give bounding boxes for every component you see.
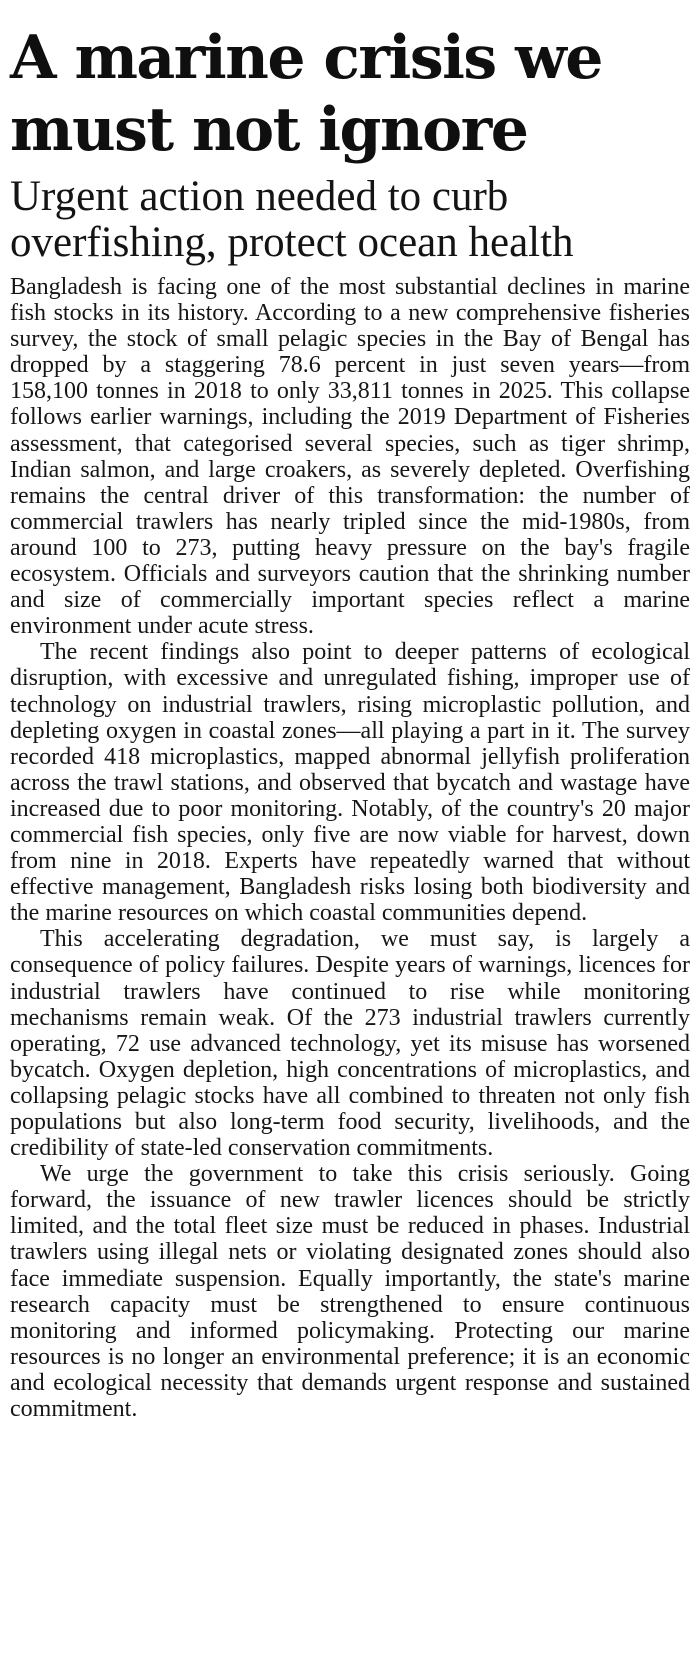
subheadline: Urgent action needed to curb overfishing, protect ocean health (10, 173, 574, 266)
paragraph-3: This accelerating degradation, we must say, is largely a consequence of policy failures. Despite years of warnings, licences for industrial trawlers have continued to rise while monitoring mechanisms remain weak. Of the 273 industrial trawlers currently operating, 72 use advanced technology, yet its misuse has worsened bycatch. Oxygen depletion, high concentrations of microplastics, and collapsing pelagic stocks have all combined to threaten not only fish populations but also long-term food security, livelihoods, and the credibility of state-led conservation commitments. (10, 926, 690, 1162)
paragraph-1: Bangladesh is facing one of the most substantial declines in marine fish stocks in its history. According to a new comprehensive fisheries survey, the stock of small pelagic species in the Bay of Bengal has dropped by a staggering 78.6 percent in just seven years—from 158,100 tonnes in 2018 to only 33,811 tonnes in 2025. This collapse follows earlier warnings, including the 2019 Department of Fisheries assessment, that categorised several species, such as tiger shrimp, Indian salmon, and large croakers, as severely depleted. Overfishing remains the central driver of this transformation: the number of commercial trawlers has nearly tripled since the mid-1980s, from around 100 to 273, putting heavy pressure on the bay's fragile ecosystem. Officials and surveyors caution that the shrinking number and size of commercially important species reflect a marine environment under acute stress. (10, 274, 690, 640)
article-body (10, 274, 690, 1422)
headline: A marine crisis we must not ignore (10, 23, 602, 165)
paragraph-2: The recent findings also point to deeper patterns of ecological disruption, with excessive and unregulated fishing, improper use of technology on industrial trawlers, rising microplastic pollution, and depleting oxygen in coastal zones—all playing a part in it. The survey recorded 418 microplastics, mapped abnormal jellyfish proliferation across the trawl stations, and observed that bycatch and wastage have increased due to poor monitoring. Notably, of the country's 20 major commercial fish species, only five are now viable for harvest, down from nine in 2018. Experts have repeatedly warned that without effective management, Bangladesh risks losing both biodiversity and the marine resources on which coastal communities depend. (10, 639, 690, 927)
paragraph-4: We urge the government to take this crisis seriously. Going forward, the issuance of new trawler licences should be strictly limited, and the total fleet size must be reduced in phases. Industrial trawlers using illegal nets or violating designated zones should also face immediate suspension. Equally importantly, the state's marine research capacity must be strengthened to ensure continuous monitoring and informed policymaking. Protecting our marine resources is no longer an environmental preference; it is an economic and ecological necessity that demands urgent response and sustained commitment. (10, 1161, 690, 1423)
article (10, 22, 690, 1422)
